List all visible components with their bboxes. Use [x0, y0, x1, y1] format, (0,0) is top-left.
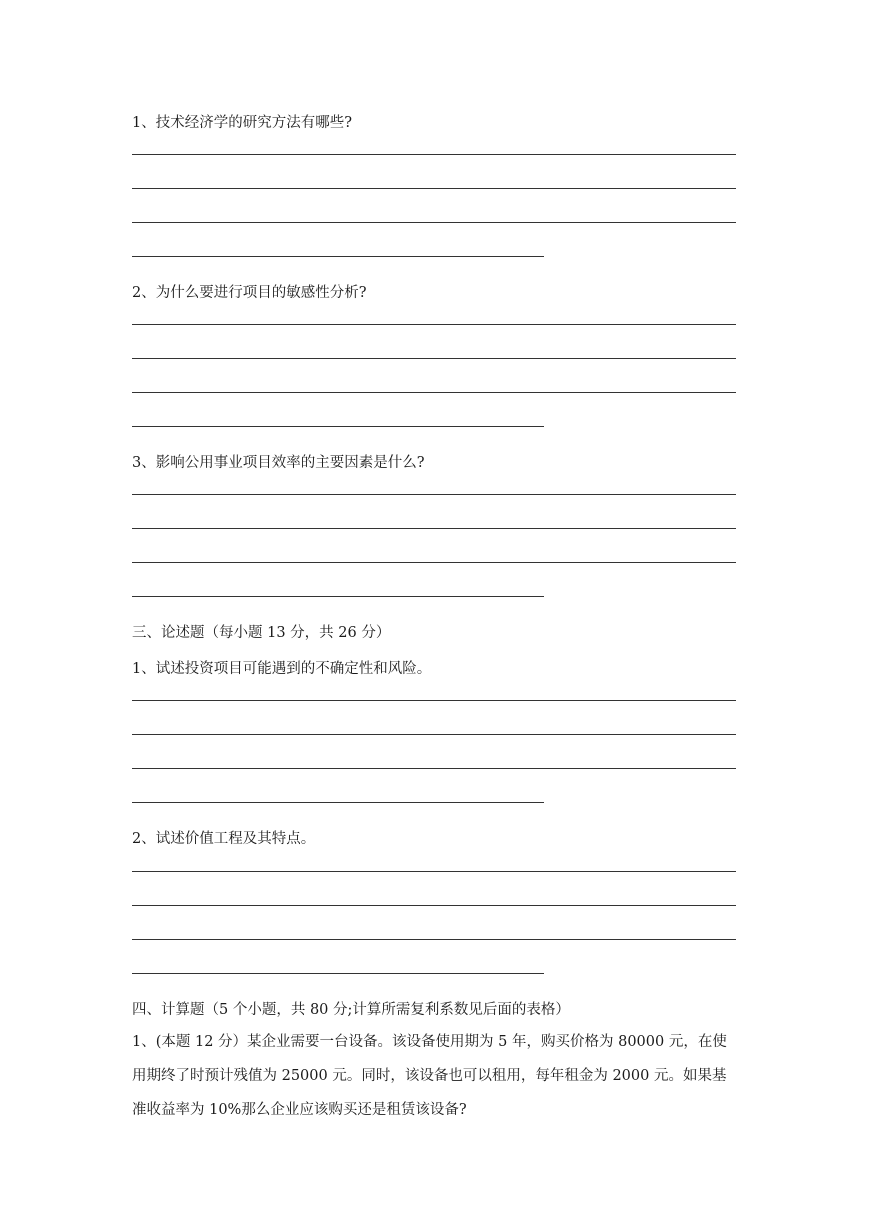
answer-line — [132, 256, 544, 257]
answer-line — [132, 596, 544, 597]
section-3-heading: 三、论述题（每小题 13 分，共 26 分） — [132, 625, 391, 641]
answer-line — [132, 188, 736, 189]
answer-line — [132, 973, 544, 974]
section-4-heading: 四、计算题（5 个小题，共 80 分;计算所需复利系数见后面的表格） — [132, 1002, 570, 1018]
answer-line — [132, 871, 736, 872]
answer-line — [132, 802, 544, 803]
answer-line — [132, 562, 736, 563]
calc-question-1-line-1: 1、(本题 12 分）某企业需要一台设备。该设备使用期为 5 年，购买价格为 80000 元，在使 — [132, 1034, 727, 1050]
answer-line — [132, 222, 736, 223]
calc-question-1-line-3: 准收益率为 10%那么企业应该购买还是租赁该设备? — [132, 1102, 467, 1118]
answer-line — [132, 494, 736, 495]
question-3-text: 3、影响公用事业项目效率的主要因素是什么? — [132, 455, 425, 471]
answer-line — [132, 905, 736, 906]
answer-line — [132, 358, 736, 359]
answer-line — [132, 939, 736, 940]
essay-question-1-text: 1、试述投资项目可能遇到的不确定性和风险。 — [132, 661, 432, 677]
answer-line — [132, 392, 736, 393]
answer-line — [132, 528, 736, 529]
answer-line — [132, 734, 736, 735]
answer-line — [132, 700, 736, 701]
calc-question-1-line-2: 用期终了时预计残值为 25000 元。同时，该设备也可以租用，每年租金为 2000 元。如果基 — [132, 1068, 727, 1084]
question-1-text: 1、技术经济学的研究方法有哪些? — [132, 115, 352, 131]
question-2-text: 2、为什么要进行项目的敏感性分析? — [132, 285, 367, 301]
essay-question-2-text: 2、试述价值工程及其特点。 — [132, 831, 316, 847]
answer-line — [132, 426, 544, 427]
answer-line — [132, 768, 736, 769]
answer-line — [132, 324, 736, 325]
answer-line — [132, 154, 736, 155]
